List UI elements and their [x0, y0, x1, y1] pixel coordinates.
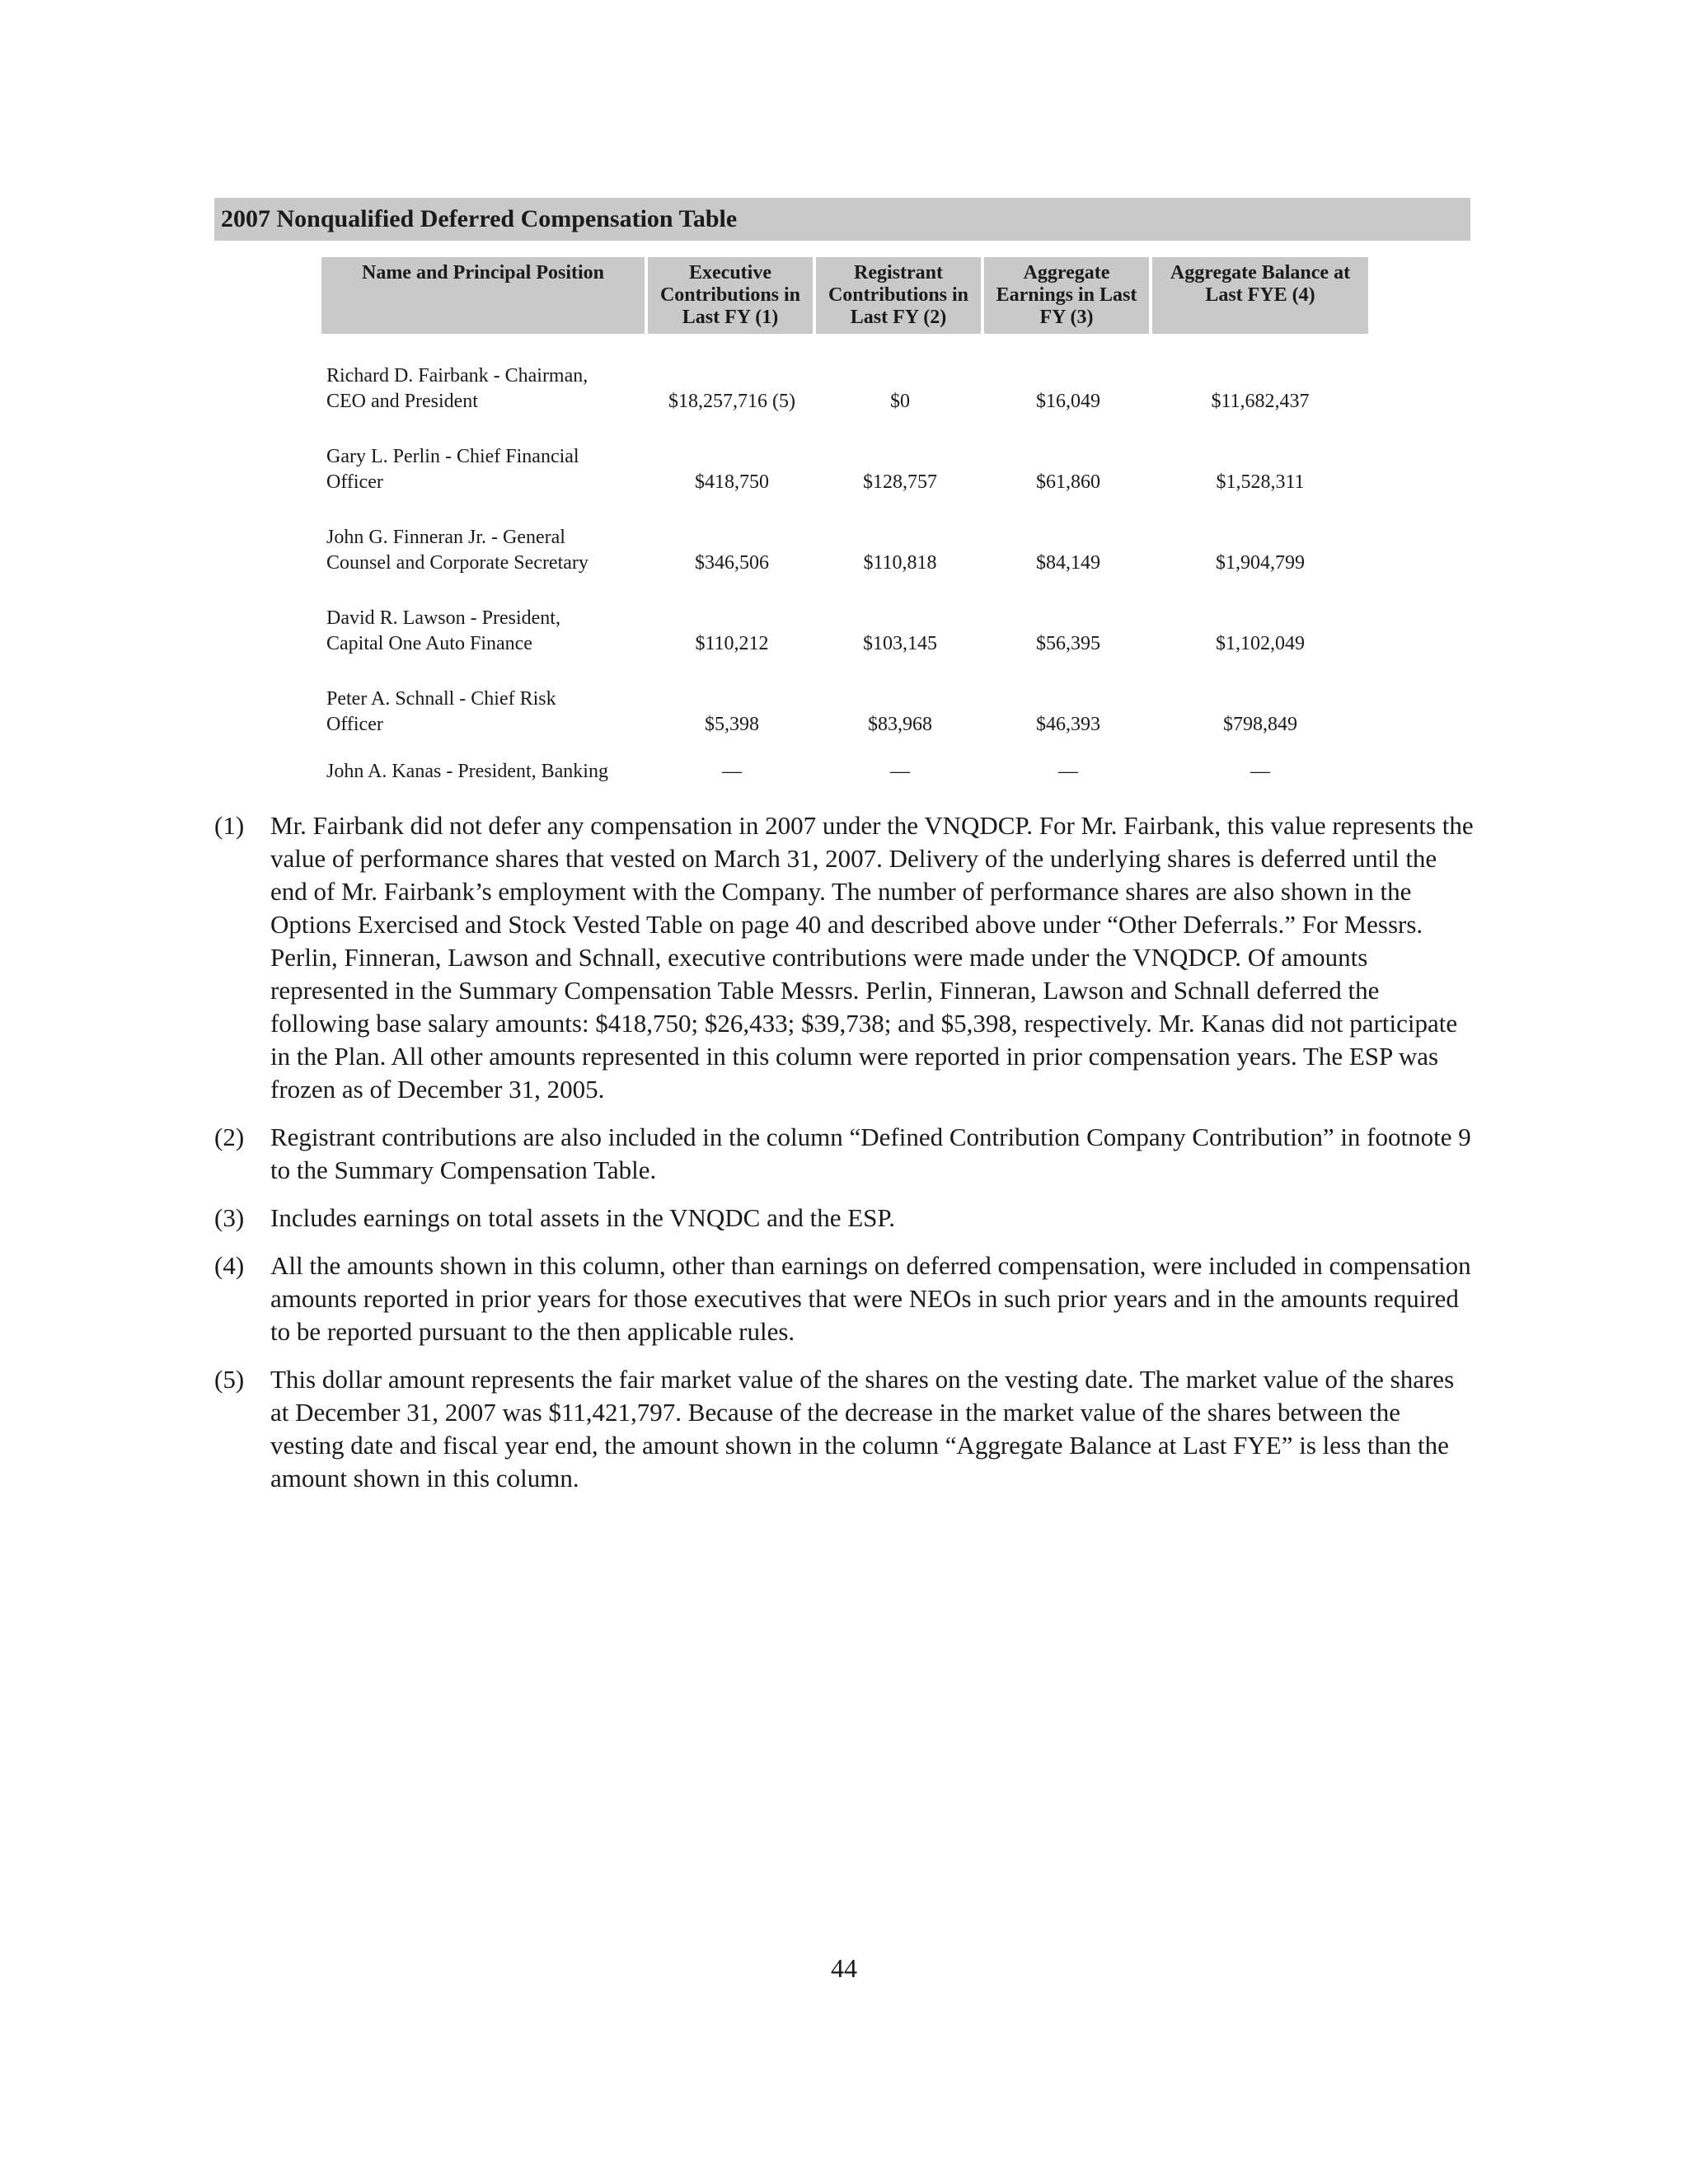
row-executive-contributions: $110,212: [695, 633, 769, 654]
table-row: [321, 759, 1368, 785]
footnote-mark: (4): [214, 1251, 245, 1280]
footnote: [214, 1363, 1475, 1495]
footnote-mark: (3): [214, 1203, 245, 1232]
footnote: [214, 1249, 1475, 1348]
table-row: [321, 363, 1368, 415]
footnote-text: This dollar amount represents the fair market value of the shares on the vesting date. The market value of the shares at December 31, 2007 was $11,421,797. Because of the decrease in the market value of the shares between the vesting date and fiscal year end, the amount shown in the column “Aggregate Balance at Last FYE” is less than the amount shown in this column.: [270, 1365, 1455, 1493]
footnotes: [214, 809, 1475, 1510]
row-aggregate-earnings: —: [1058, 761, 1078, 782]
table-header-row: [321, 257, 1368, 334]
row-registrant-contributions: $83,968: [868, 714, 932, 735]
footnote-mark: (5): [214, 1365, 245, 1394]
table-row: [321, 606, 1368, 657]
row-aggregate-balance: $1,904,799: [1216, 552, 1305, 574]
row-executive-contributions: $418,750: [695, 471, 769, 493]
row-name: John G. Finneran Jr. - General Counsel and Corporate Secretary: [326, 527, 588, 574]
row-aggregate-balance: $11,682,437: [1211, 391, 1310, 412]
header-registrant-contributions: Registrant Contributions in Last FY (2): [816, 257, 984, 334]
row-aggregate-earnings: $84,149: [1036, 552, 1100, 574]
header-executive-contributions: Executive Contributions in Last FY (1): [648, 257, 816, 334]
footnote-text: Mr. Fairbank did not defer any compensation in 2007 under the VNQDCP. For Mr. Fairbank, this value represents the value of performance shares that vested on March 31, 2007. Delivery of the underlying shares is deferred until the end of Mr. Fairbank’s employment with the Company. The number of performance shares are also shown in the Options Exercised and Stock Vested Table on page 40 and described above under “Other Deferrals.” For Messrs. Perlin, Finneran, Lawson and Schnall, executive contributions were made under the VNQDCP. Of amounts represented in the Summary Compensation Table Messrs. Perlin, Finneran, Lawson and Schnall deferred the following base salary amounts: $418,750; $26,433; $39,738; and $5,398, respectively. Mr. Kanas did not participate in the Plan. All other amounts represented in this column were reported in prior compensation years. The ESP was frozen as of December 31, 2005.: [270, 811, 1474, 1104]
row-aggregate-balance: $1,102,049: [1216, 633, 1305, 654]
footnote-mark: (1): [214, 811, 245, 840]
footnote: [214, 809, 1475, 1106]
row-registrant-contributions: —: [890, 761, 910, 782]
row-name: David R. Lawson - President, Capital One Auto Finance: [326, 607, 560, 654]
deferred-compensation-table: [321, 257, 1368, 785]
row-registrant-contributions: $110,818: [863, 552, 937, 574]
row-name: Richard D. Fairbank - Chairman, CEO and President: [326, 365, 588, 412]
row-aggregate-earnings: $61,860: [1036, 471, 1100, 493]
table-title: 2007 Nonqualified Deferred Compensation Table: [214, 198, 1470, 241]
row-executive-contributions: —: [722, 761, 742, 782]
page-number: 44: [831, 1953, 857, 1983]
footnote-text: Includes earnings on total assets in the VNQDC and the ESP.: [270, 1203, 895, 1232]
row-executive-contributions: $18,257,716 (5): [668, 391, 795, 412]
row-registrant-contributions: $0: [890, 391, 910, 412]
row-name: Gary L. Perlin - Chief Financial Officer: [326, 446, 579, 493]
row-executive-contributions: $5,398: [705, 714, 759, 735]
table-row: [321, 687, 1368, 738]
header-aggregate-balance: Aggregate Balance at Last FYE (4): [1152, 257, 1368, 334]
row-name: John A. Kanas - President, Banking: [326, 761, 608, 782]
row-aggregate-balance: $1,528,311: [1216, 471, 1305, 493]
row-aggregate-earnings: $16,049: [1036, 391, 1100, 412]
row-registrant-contributions: $103,145: [863, 633, 937, 654]
row-name: Peter A. Schnall - Chief Risk Officer: [326, 688, 556, 735]
footnote: [214, 1121, 1475, 1187]
row-executive-contributions: $346,506: [695, 552, 769, 574]
header-name-position: Name and Principal Position: [321, 257, 648, 334]
footnote-text: Registrant contributions are also included in the column “Defined Contribution Company Contribution” in footnote 9 to the Summary Compensation Table.: [270, 1122, 1471, 1184]
row-aggregate-earnings: $56,395: [1036, 633, 1100, 654]
table-row: [321, 444, 1368, 495]
row-aggregate-earnings: $46,393: [1036, 714, 1100, 735]
row-registrant-contributions: $128,757: [863, 471, 937, 493]
footnote: [214, 1202, 1475, 1235]
footnote-mark: (2): [214, 1122, 245, 1151]
table-row: [321, 525, 1368, 576]
row-aggregate-balance: —: [1250, 761, 1270, 782]
row-aggregate-balance: $798,849: [1223, 714, 1297, 735]
header-aggregate-earnings: Aggregate Earnings in Last FY (3): [984, 257, 1152, 334]
footnote-text: All the amounts shown in this column, other than earnings on deferred compensation, were included in compensation amounts reported in prior years for those executives that were NEOs in such prior years and in the amounts required to be reported pursuant to the then applicable rules.: [270, 1251, 1471, 1346]
